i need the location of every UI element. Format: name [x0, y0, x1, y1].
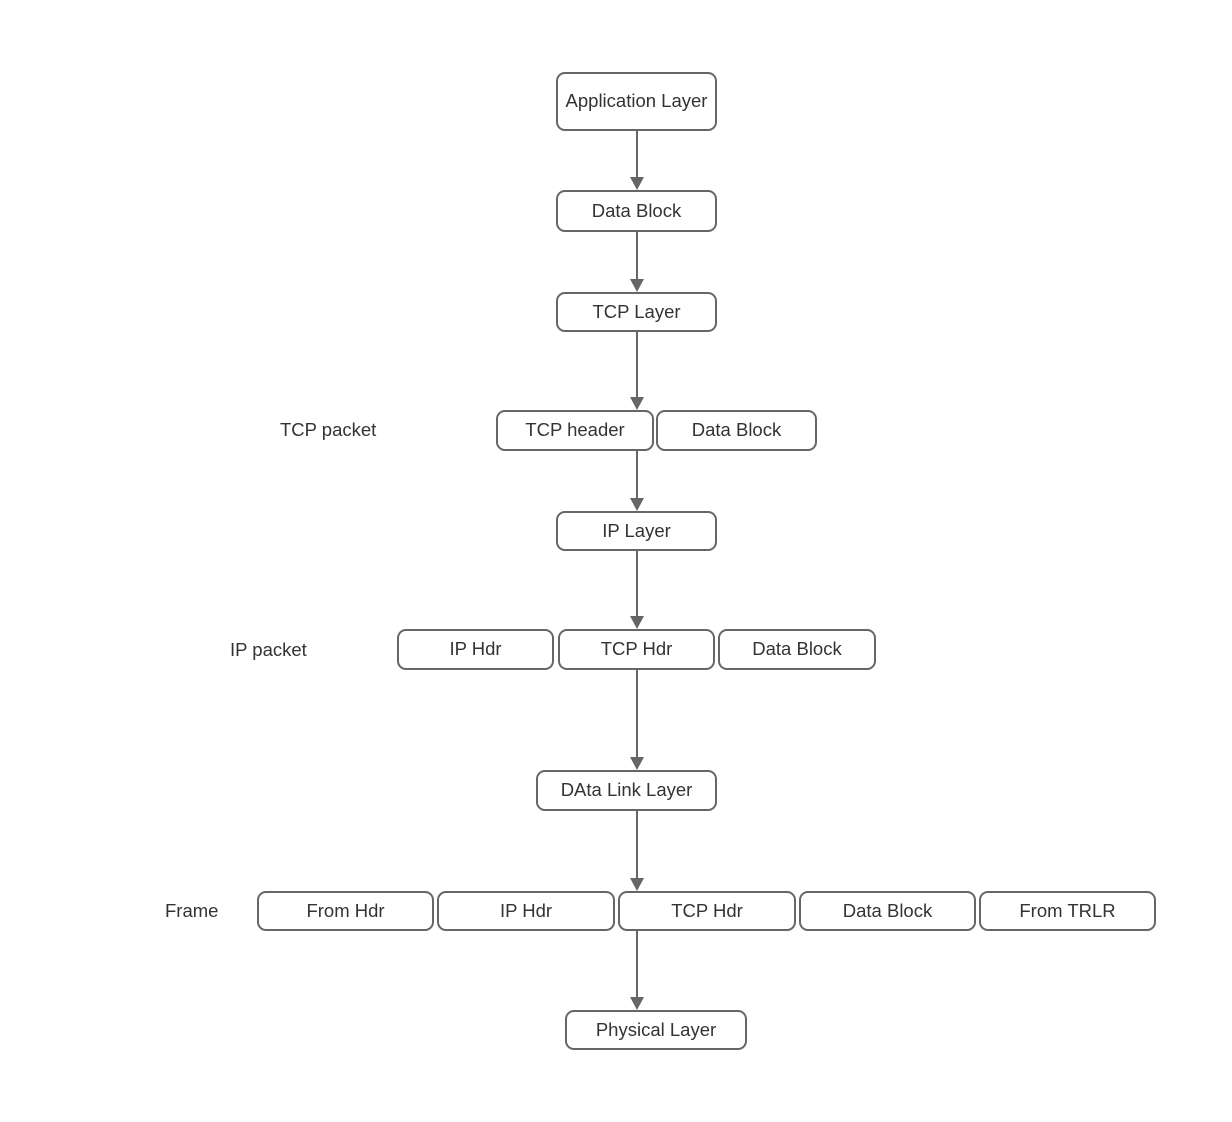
arrow-down-icon — [630, 397, 644, 410]
segment-label: Data Block — [691, 419, 782, 441]
frame-segment-tcp-hdr — [618, 891, 796, 931]
arrow-datablock-to-tcplayer — [630, 232, 644, 292]
arrow-shaft — [636, 670, 638, 759]
frame-segment-from-trlr — [979, 891, 1156, 931]
arrow-down-icon — [630, 498, 644, 511]
node-tcp-layer — [556, 292, 717, 332]
arrow-down-icon — [630, 878, 644, 891]
tcp-packet-segment-data-block — [656, 410, 817, 451]
arrow-application-to-datablock — [630, 131, 644, 190]
node-data-link-layer-label: DAta Link Layer — [560, 779, 693, 801]
arrow-frame-to-physical — [630, 931, 644, 1010]
segment-label: TCP Hdr — [671, 899, 743, 921]
arrow-down-icon — [630, 757, 644, 770]
segment-label: From Hdr — [306, 899, 385, 921]
arrow-shaft — [636, 451, 638, 500]
segment-label: IP Hdr — [499, 899, 553, 921]
frame-segment-data-block — [799, 891, 976, 931]
arrow-shaft — [636, 131, 638, 179]
frame-row-label: Frame — [165, 900, 219, 921]
arrow-shaft — [636, 232, 638, 281]
arrow-down-icon — [630, 279, 644, 292]
arrow-shaft — [636, 332, 638, 399]
arrow-ippacket-to-datalink — [630, 670, 644, 770]
arrow-iplayer-to-ippacket — [630, 551, 644, 629]
node-ip-layer — [556, 511, 717, 551]
node-data-block — [556, 190, 717, 232]
arrow-shaft — [636, 811, 638, 880]
segment-label: TCP Hdr — [600, 638, 673, 660]
arrow-shaft — [636, 551, 638, 618]
ip-packet-segment-ip-hdr — [397, 629, 554, 670]
node-data-link-layer — [536, 770, 717, 811]
tcp-packet-row-label: TCP packet — [280, 419, 377, 440]
node-ip-layer-label: IP Layer — [602, 519, 671, 541]
segment-label: Data Block — [752, 638, 842, 660]
arrow-down-icon — [630, 997, 644, 1010]
node-physical-layer — [565, 1010, 747, 1050]
node-application-layer-label: Application Layer — [565, 90, 708, 112]
node-physical-layer-label: Physical Layer — [595, 1018, 717, 1040]
ip-packet-segment-data-block — [718, 629, 876, 670]
segment-label: IP Hdr — [449, 638, 502, 660]
arrow-tcppacket-to-iplayer — [630, 451, 644, 511]
node-data-block-label: Data Block — [591, 199, 682, 221]
tcp-packet-segment-tcp-header — [496, 410, 654, 451]
segment-label: TCP header — [525, 419, 625, 441]
ip-packet-segment-tcp-hdr — [558, 629, 715, 670]
segment-label: Data Block — [842, 899, 933, 921]
ip-packet-row-label: IP packet — [230, 639, 307, 660]
arrow-shaft — [636, 931, 638, 999]
node-application-layer — [556, 72, 717, 131]
frame-segment-ip-hdr — [437, 891, 615, 931]
arrow-down-icon — [630, 616, 644, 629]
segment-label: From TRLR — [1019, 899, 1116, 921]
arrow-datalink-to-frame — [630, 811, 644, 891]
frame-segment-from-hdr — [257, 891, 434, 931]
node-tcp-layer-label: TCP Layer — [592, 300, 681, 322]
arrow-tcplayer-to-tcppacket — [630, 332, 644, 410]
arrow-down-icon — [630, 177, 644, 190]
